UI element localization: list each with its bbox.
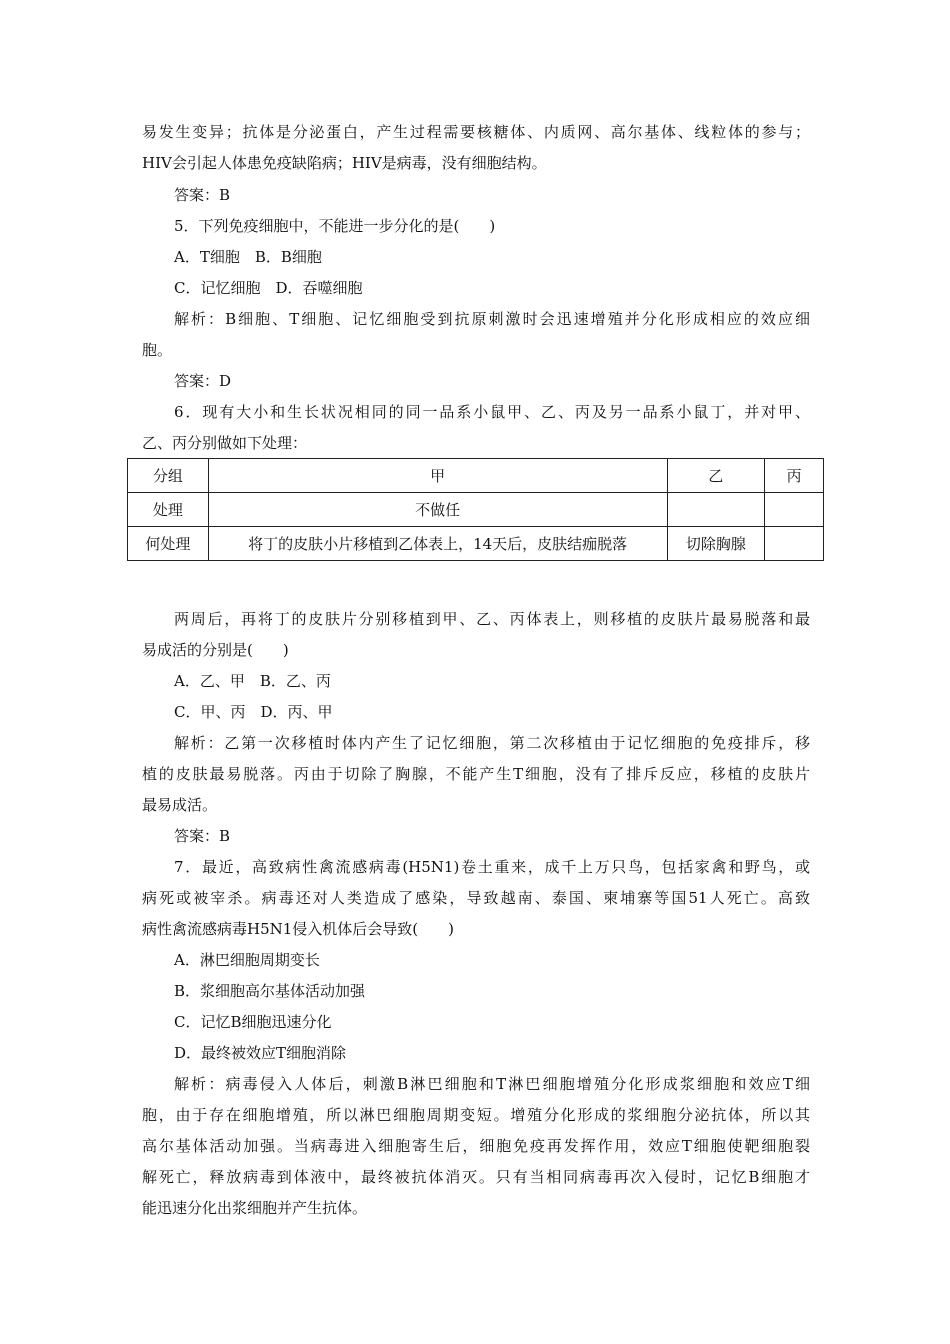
q5-answer: 答案：D <box>174 372 232 390</box>
text-line: HIV会引起人体患免疫缺陷病；HIV是病毒，没有细胞结构。 <box>142 154 547 172</box>
q7-analysis: 胞，由于存在细胞增殖，所以淋巴细胞周期变短。增殖分化形成的浆细胞分泌抗体，所以其 <box>142 1106 810 1124</box>
q6-options: A．乙、甲 B．乙、丙 <box>174 672 331 690</box>
q7-stem: 病性禽流感病毒H5N1侵入机体后会导致( ) <box>142 920 454 938</box>
q6-options: C．甲、丙 D．丙、甲 <box>174 703 333 721</box>
table-cell: 处理 <box>128 493 209 527</box>
q7-option-c: C．记忆B细胞迅速分化 <box>174 1013 332 1031</box>
table-cell: 切除胸腺 <box>667 527 765 561</box>
table-cell <box>765 493 824 527</box>
q7-option-b: B．浆细胞高尔基体活动加强 <box>174 982 366 1000</box>
table-cell: 不做任 <box>208 493 667 527</box>
q7-stem: 7．最近，高致病性禽流感病毒(H5N1)卷土重来，成千上万只鸟，包括家禽和野鸟，或 <box>174 858 810 876</box>
q6-stem: 乙、丙分别做如下处理： <box>142 434 308 452</box>
q5-options: C．记忆细胞 D．吞噬细胞 <box>174 279 363 297</box>
q4-answer: 答案：B <box>174 186 231 204</box>
table-cell: 丙 <box>765 459 824 493</box>
q5-analysis: 胞。 <box>142 341 173 359</box>
q7-analysis: 解析：病毒侵入人体后，刺激B淋巴细胞和T淋巴细胞增殖分化形成浆细胞和效应T细 <box>174 1075 810 1093</box>
table-cell: 分组 <box>128 459 209 493</box>
q6-stem: 6．现有大小和生长状况相同的同一品系小鼠甲、乙、丙及另一品系小鼠丁，并对甲、 <box>174 403 810 421</box>
table-cell: 甲 <box>208 459 667 493</box>
q6-analysis: 植的皮肤最易脱落。丙由于切除了胸腺，不能产生T细胞，没有了排斥反应，移植的皮肤片 <box>142 765 810 783</box>
q7-analysis: 高尔基体活动加强。当病毒进入细胞寄生后，细胞免疫再发挥作用，效应T细胞使靶细胞裂 <box>142 1137 810 1155</box>
table-cell: 何处理 <box>128 527 209 561</box>
q5-stem: 5．下列免疫细胞中，不能进一步分化的是( ) <box>174 217 496 235</box>
table-cell <box>667 493 765 527</box>
q7-analysis: 能迅速分化出浆细胞并产生抗体。 <box>142 1199 368 1217</box>
q5-options: A．T细胞 B．B细胞 <box>174 248 322 266</box>
q6-analysis: 解析：乙第一次移植时体内产生了记忆细胞，第二次移植由于记忆细胞的免疫排斥，移 <box>174 734 810 752</box>
table-cell: 将丁的皮肤小片移植到乙体表上，14天后，皮肤结痂脱落 <box>208 527 667 561</box>
q6-analysis: 最易成活。 <box>142 796 218 814</box>
q6-answer: 答案：B <box>174 827 231 845</box>
text-line: 易发生变异；抗体是分泌蛋白，产生过程需要核糖体、内质网、高尔基体、线粒体的参与； <box>142 123 810 141</box>
table-cell <box>765 527 824 561</box>
q6-question: 两周后，再将丁的皮肤片分别移植到甲、乙、丙体表上，则移植的皮肤片最易脱落和最 <box>174 610 810 628</box>
q7-analysis: 解死亡，释放病毒到体液中，最终被抗体消灭。只有当相同病毒再次入侵时，记忆B细胞才 <box>142 1168 810 1186</box>
table-row <box>128 527 824 561</box>
q7-option-a: A．淋巴细胞周期变长 <box>174 951 320 969</box>
table-row <box>128 459 824 493</box>
q6-question: 易成活的分别是( ) <box>142 641 289 659</box>
q7-option-d: D．最终被效应T细胞消除 <box>174 1044 347 1062</box>
q5-analysis: 解析：B细胞、T细胞、记忆细胞受到抗原刺激时会迅速增殖并分化形成相应的效应细 <box>174 310 810 328</box>
treatment-table <box>127 458 824 561</box>
table-cell: 乙 <box>667 459 765 493</box>
q7-stem: 病死或被宰杀。病毒还对人类造成了感染，导致越南、泰国、柬埔寨等国51人死亡。高致 <box>142 889 810 907</box>
table-row <box>128 493 824 527</box>
